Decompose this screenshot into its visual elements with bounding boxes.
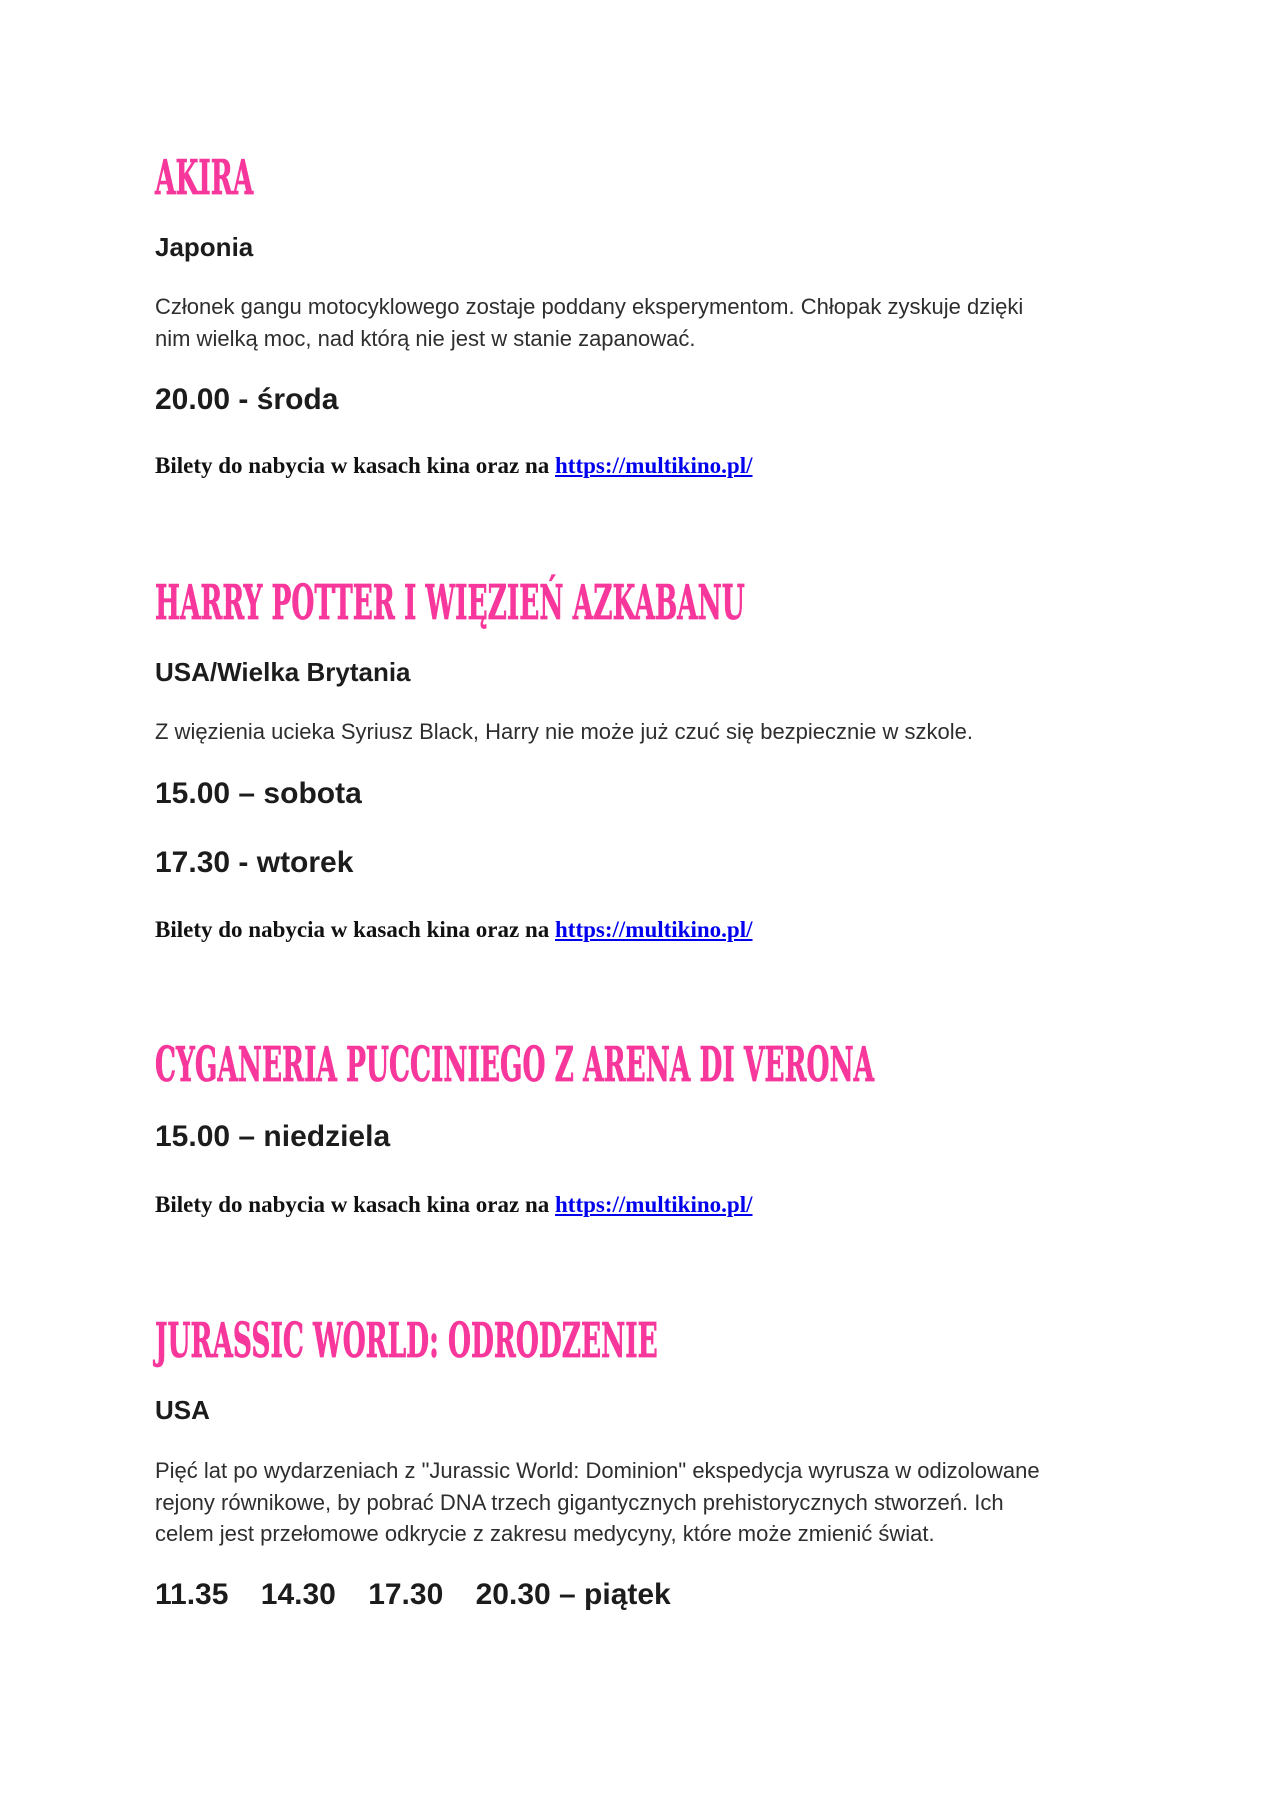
tickets-text: Bilety do nabycia w kasach kina oraz na xyxy=(155,453,550,478)
film-title xyxy=(155,149,1155,207)
film-title xyxy=(155,1036,1155,1094)
film-country: USA/Wielka Brytania xyxy=(155,657,411,687)
film-title-text: CYGANERIA PUCCINIEGO Z ARENA DI VERONA xyxy=(155,1037,875,1093)
description-line: nim wielką moc, nad którą nie jest w stanie zapanować. xyxy=(155,325,696,351)
film-title-text: AKIRA xyxy=(155,150,254,206)
tickets-link[interactable]: https://multikino.pl/ xyxy=(555,453,753,478)
film-description xyxy=(155,716,973,748)
film-country: USA xyxy=(155,1395,210,1425)
showtime: 15.00 – sobota xyxy=(155,777,362,810)
tickets-link[interactable]: https://multikino.pl/ xyxy=(555,917,753,942)
film-title xyxy=(155,1312,1155,1370)
description-line: celem jest przełomowe odkrycie z zakresu medycyny, które może zmienić świat. xyxy=(155,1521,935,1546)
showtime: 20.30 – piątek xyxy=(475,1578,671,1611)
tickets-info xyxy=(155,1191,752,1219)
film-title xyxy=(155,574,1155,632)
showtime: 15.00 – niedziela xyxy=(155,1120,391,1153)
tickets-link[interactable]: https://multikino.pl/ xyxy=(555,1192,753,1217)
tickets-info xyxy=(155,452,752,480)
showtime: 14.30 xyxy=(260,1578,336,1611)
description-line: rejony równikowe, by pobrać DNA trzech gigantycznych prehistorycznych stworzeń. Ich xyxy=(155,1489,1004,1515)
tickets-text: Bilety do nabycia w kasach kina oraz na xyxy=(155,917,550,942)
showtime-row xyxy=(155,1577,671,1613)
description-line: Pięć lat po wydarzeniach z "Jurassic World: Dominion" ekspedycja wyrusza w odizolowane xyxy=(155,1458,1040,1483)
film-country: Japonia xyxy=(155,232,254,262)
tickets-info xyxy=(155,916,752,944)
description-line: Z więzienia ucieka Syriusz Black, Harry nie może już czuć się bezpiecznie w szkole. xyxy=(155,719,973,744)
showtime: 11.35 xyxy=(155,1578,229,1611)
film-description xyxy=(155,291,1023,354)
film-title-text: JURASSIC WORLD: ODRODZENIE xyxy=(155,1313,658,1369)
film-title-text: HARRY POTTER I WIĘZIEŃ AZKABANU xyxy=(155,575,745,631)
showtime: 17.30 xyxy=(368,1578,444,1611)
showtime: 20.00 - środa xyxy=(155,383,339,416)
film-description xyxy=(155,1455,1040,1550)
showtime: 17.30 - wtorek xyxy=(155,846,354,879)
tickets-text: Bilety do nabycia w kasach kina oraz na xyxy=(155,1192,550,1217)
description-line: Członek gangu motocyklowego zostaje poddany eksperymentom. Chłopak zyskuje dzięki xyxy=(155,294,1024,319)
